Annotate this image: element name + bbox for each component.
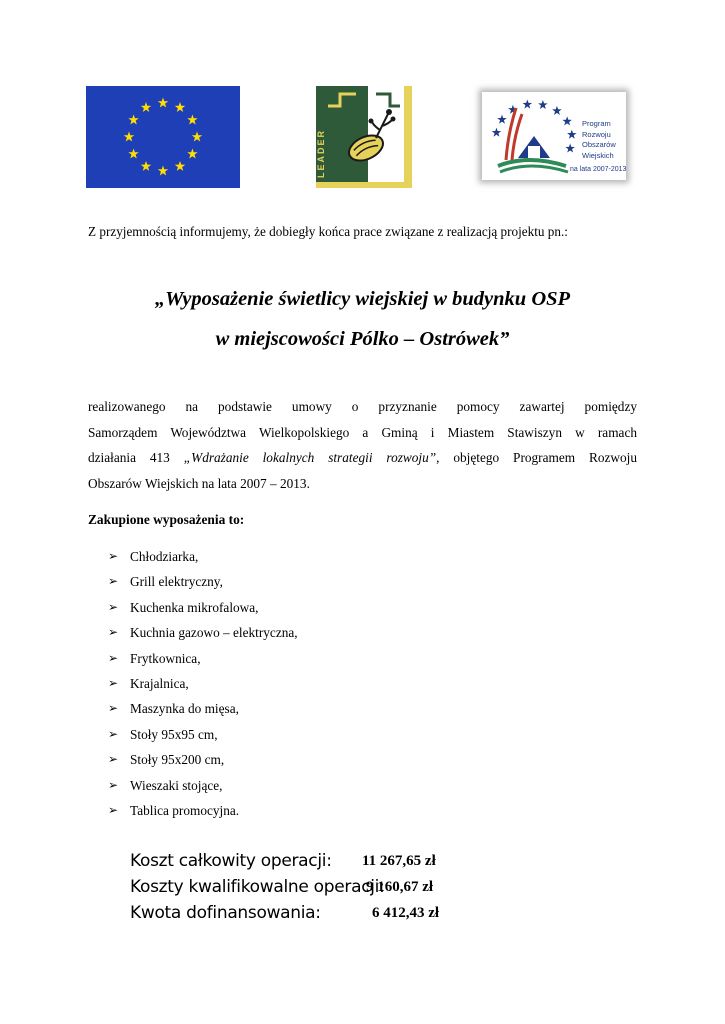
- equipment-item-label: Frytkownica,: [130, 650, 201, 666]
- equipment-item-label: Tablica promocyjna.: [130, 802, 240, 818]
- equipment-heading: Zakupione wyposażenia to:: [88, 512, 245, 527]
- equipment-item: [108, 747, 298, 772]
- cost-summary: [130, 848, 470, 926]
- equipment-item-label: Grill elektryczny,: [130, 574, 223, 590]
- prow-line: Wiejskich: [582, 150, 614, 160]
- eu-flag-icon: [86, 86, 240, 188]
- equipment-item-label: Chłodziarka,: [130, 549, 199, 564]
- description-line: realizowanego na podstawie umowy o przyznanie pomocy zawartej pomiędzy: [88, 399, 637, 414]
- cost-value: 11 267,65 zł: [362, 853, 436, 869]
- arrow-bullet-icon: ➢: [108, 701, 119, 716]
- equipment-item-label: Stoły 95x200 cm,: [130, 752, 225, 768]
- equipment-item: [108, 722, 298, 747]
- prow-years: na lata 2007-2013: [570, 166, 627, 173]
- project-description: [88, 394, 637, 496]
- description-line: [88, 445, 637, 471]
- intro-text: Z przyjemnością informujemy, że dobiegły końca prace związane z realizacją projektu pn.:: [88, 224, 568, 239]
- prow-logo: [478, 88, 630, 184]
- equipment-item-label: Kuchenka mikrofalowa,: [130, 599, 259, 615]
- description-line: Samorządem Województwa Wielkopolskiego a Gminą i Miastem Stawiszyn w ramach: [88, 424, 637, 440]
- description-text: działania 413: [88, 450, 184, 465]
- cost-row: [130, 848, 470, 874]
- arrow-bullet-icon: ➢: [108, 549, 119, 563]
- arrow-bullet-icon: ➢: [108, 650, 119, 665]
- leader-logo-icon: [316, 86, 412, 188]
- prow-star-icon: [492, 128, 502, 137]
- equipment-item: [108, 544, 298, 569]
- arrow-bullet-icon: ➢: [108, 675, 119, 690]
- equipment-item-label: Krajalnica,: [130, 675, 189, 691]
- equipment-item: [108, 671, 298, 696]
- cost-value: 6 412,43 zł: [372, 905, 440, 921]
- prow-star-icon: [538, 100, 548, 109]
- prow-name: [582, 119, 630, 161]
- description-text: , objętego Programem Rozwoju: [436, 450, 637, 465]
- arrow-bullet-icon: ➢: [108, 752, 119, 767]
- prow-star-icon: [497, 115, 507, 124]
- equipment-list: [108, 544, 298, 823]
- leader-vertical-text: LEADER: [316, 128, 326, 178]
- cost-label: Koszt całkowity operacji:: [130, 851, 332, 871]
- equipment-item: [108, 569, 298, 594]
- prow-line: Obszarów: [582, 140, 616, 149]
- cost-row: [130, 900, 470, 926]
- equipment-item-label: Wieszaki stojące,: [130, 777, 223, 793]
- prow-star-icon: [552, 106, 562, 115]
- prow-star-icon: [562, 116, 572, 125]
- arrow-bullet-icon: ➢: [108, 726, 119, 741]
- cost-row: [130, 874, 470, 900]
- prow-line: Rozwoju: [582, 129, 611, 139]
- prow-star-icon: [565, 144, 575, 153]
- description-line: Obszarów Wiejskich na lata 2007 – 2013.: [88, 475, 310, 491]
- project-title-line-1: „Wyposażenie świetlicy wiejskiej w budynku OSP: [154, 288, 571, 310]
- prow-star-icon: [523, 100, 533, 109]
- arrow-bullet-icon: ➢: [108, 574, 119, 589]
- equipment-item: [108, 696, 298, 721]
- prow-star-icon: [567, 130, 577, 139]
- equipment-item: [108, 595, 298, 620]
- equipment-item: [108, 798, 298, 823]
- equipment-item-label: Maszynka do mięsa,: [130, 701, 239, 717]
- equipment-item: [108, 773, 298, 798]
- arrow-bullet-icon: ➢: [108, 599, 119, 614]
- cost-label: Kwota dofinansowania:: [130, 903, 321, 923]
- equipment-item: [108, 646, 298, 671]
- arrow-bullet-icon: ➢: [108, 802, 119, 817]
- strategy-name: „Wdrażanie lokalnych strategii rozwoju”: [183, 450, 437, 465]
- prow-line: Program: [582, 119, 611, 128]
- eu-flag-logo: [86, 86, 240, 188]
- cost-label: Koszty kwalifikowalne operacji:: [130, 877, 385, 897]
- equipment-item-label: Kuchnia gazowo – elektryczna,: [130, 625, 298, 641]
- arrow-bullet-icon: ➢: [108, 625, 119, 640]
- equipment-item: [108, 620, 298, 645]
- leader-logo: [316, 86, 412, 188]
- cost-value: 9 160,67 zł: [366, 879, 434, 895]
- project-title-line-2: w miejscowości Pólko – Ostrówek”: [215, 328, 510, 350]
- equipment-item-label: Stoły 95x95 cm,: [130, 726, 218, 742]
- arrow-bullet-icon: ➢: [108, 777, 119, 792]
